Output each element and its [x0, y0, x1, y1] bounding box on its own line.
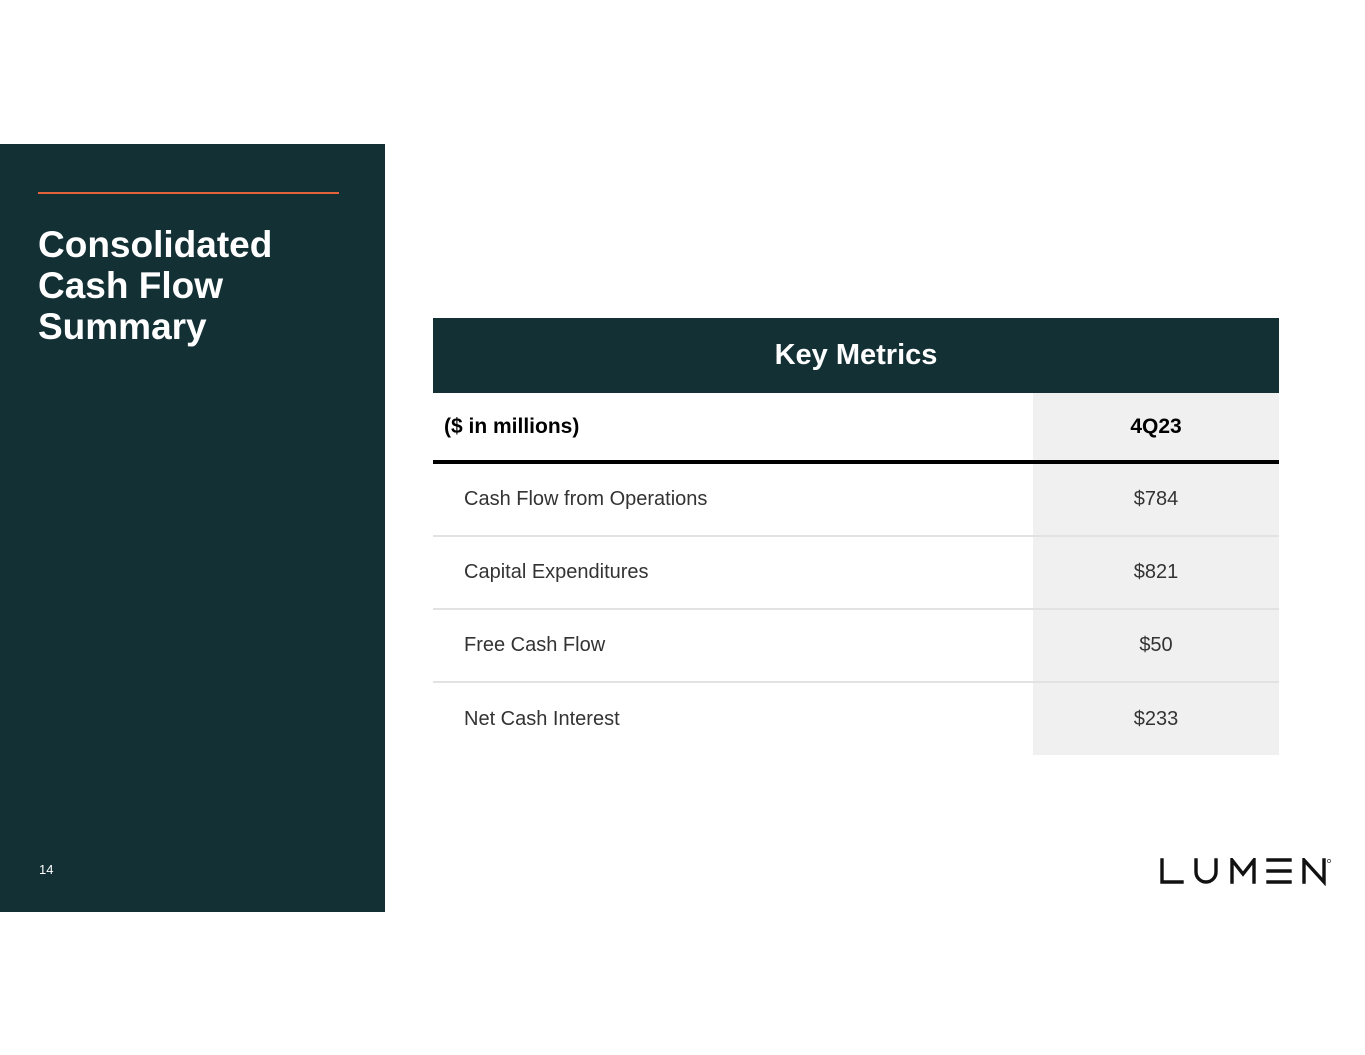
row-label: Capital Expenditures — [464, 561, 649, 583]
lumen-logo-svg — [1160, 858, 1332, 886]
table-row — [433, 683, 1279, 755]
row-value: $821 — [1033, 537, 1279, 608]
row-value: $50 — [1033, 610, 1279, 681]
row-label: Cash Flow from Operations — [464, 488, 708, 510]
row-label: Free Cash Flow — [464, 634, 606, 656]
column-header-row — [433, 393, 1279, 464]
table-row — [433, 610, 1279, 683]
slide-title: Consolidated Cash Flow Summary — [38, 224, 273, 347]
key-metrics-table — [433, 318, 1279, 755]
page-number: 14 — [39, 862, 54, 877]
unit-label: ($ in millions) — [444, 414, 580, 438]
row-label: Net Cash Interest — [464, 707, 620, 730]
period-label: 4Q23 — [1033, 393, 1279, 460]
accent-rule — [38, 192, 339, 194]
table-row — [433, 464, 1279, 537]
title-panel — [0, 144, 385, 912]
row-value: $784 — [1033, 464, 1279, 535]
table-row — [433, 537, 1279, 610]
row-value: $233 — [1033, 683, 1279, 755]
table-header: Key Metrics — [433, 318, 1279, 393]
lumen-logo-icon — [1160, 858, 1332, 891]
